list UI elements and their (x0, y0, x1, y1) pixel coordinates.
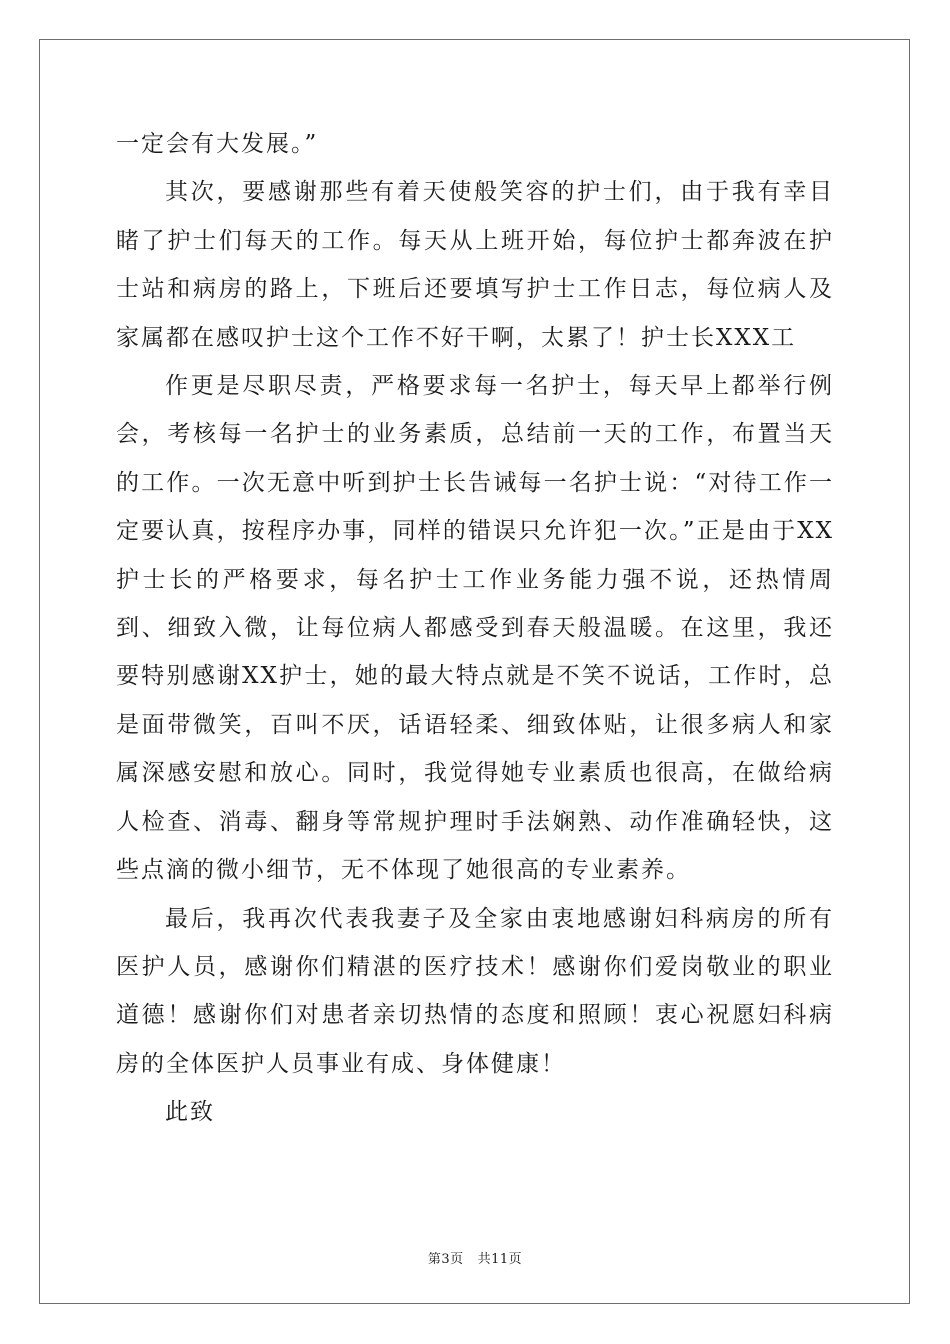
paragraph-closing: 此致 (165, 1099, 215, 1126)
page-number: 第3页 (427, 1252, 464, 1267)
page-total: 共11页 (477, 1252, 523, 1267)
document-body (116, 120, 834, 1137)
paragraph-4: 最后，我再次代表我妻子及全家由衷地感谢妇科病房的所有医护人员，感谢你们精湛的医疗技术！感谢你们爱岗敬业的职业道德！感谢你们对患者亲切热情的态度和照顾！衷心祝愿妇科病房的全体医护人员事业有成、身体健康！ (116, 905, 834, 1077)
paragraph-3: 作更是尽职尽责，严格要求每一名护士，每天早上都举行例会，考核每一名护士的业务素质，总结前一天的工作，布置当天的工作。一次无意中听到护士长告诫每一名护士说：“对待工作一定要认真，按程序办事，同样的错误只允许犯一次。”正是由于XX护士长的严格要求，每名护士工作业务能力强不说，还热情周到、细致入微，让每位病人都感受到春天般温暖。在这里，我还要特别感谢XX护士，她的最大特点就是不笑不说话，工作时，总是面带微笑，百叫不厌，话语轻柔、细致体贴，让很多病人和家属深感安慰和放心。同时，我觉得她专业素质也很高，在做给病人检查、消毒、翻身等常规护理时手法娴熟、动作准确轻快，这些点滴的微小细节，无不体现了她很高的专业素养。 (116, 373, 834, 884)
paragraph-1: 一定会有大发展。” (116, 131, 319, 157)
page-footer (0, 1248, 950, 1267)
paragraph-2: 其次，要感谢那些有着天使般笑容的护士们，由于我有幸目睹了护士们每天的工作。每天从上班开始，每位护士都奔波在护士站和病房的路上，下班后还要填写护士工作日志，每位病人及家属都在感叹护士这个工作不好干啊，太累了！护士长XXX工 (116, 179, 834, 351)
